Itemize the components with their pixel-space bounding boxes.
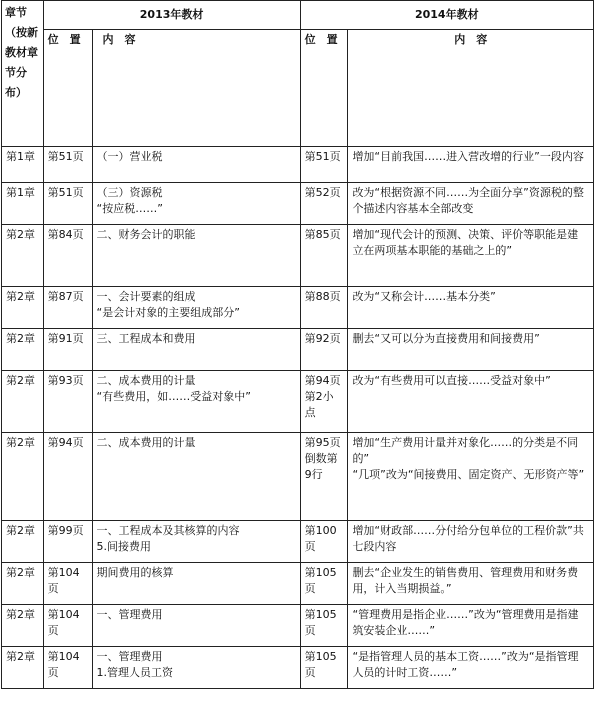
pos-2014-cell: 第105页	[300, 563, 348, 605]
content-2014-cell: 增加“财政部……分付给分包单位的工程价款”共七段内容	[348, 521, 594, 563]
content-2013-cell: 一、管理费用	[92, 605, 300, 647]
pos-2014-cell: 第88页	[300, 287, 348, 329]
year-2014-label: 2014年教材	[414, 8, 479, 21]
pos-2013-cell: 第51页	[43, 183, 92, 225]
pos-2014-cell: 第105页	[300, 605, 348, 647]
content-2013-cell: 一、工程成本及其核算的内容 5.间接费用	[92, 521, 300, 563]
pos-2014-cell: 第105页	[300, 647, 348, 689]
pos-2013-header: 位 置	[43, 30, 92, 147]
table-row	[2, 371, 594, 433]
pos-2014-cell: 第85页	[300, 225, 348, 287]
content-2013-header: 内 容	[92, 30, 300, 147]
content-2013-cell: （一）营业税	[92, 147, 300, 183]
pos-2013-cell: 第84页	[43, 225, 92, 287]
table-row	[2, 605, 594, 647]
chapter-cell: 第2章	[2, 329, 44, 371]
header-row-years	[2, 1, 594, 30]
header-row-columns	[2, 30, 594, 147]
chapter-cell: 第1章	[2, 147, 44, 183]
table-row	[2, 147, 594, 183]
chapter-cell: 第1章	[2, 183, 44, 225]
content-2013-cell: （三）资源税 “按应税……”	[92, 183, 300, 225]
content-2013-cell: 二、成本费用的计量	[92, 433, 300, 521]
content-2014-cell: “是指管理人员的基本工资……”改为“是指管理人员的计时工资……”	[348, 647, 594, 689]
table-row	[2, 225, 594, 287]
pos-2013-cell: 第104页	[43, 605, 92, 647]
content-2014-cell: 增加“现代会计的预测、决策、评价等职能是建立在两项基本职能的基础之上的”	[348, 225, 594, 287]
pos-2014-cell: 第95页倒数第9行	[300, 433, 348, 521]
pos-2013-cell: 第104页	[43, 647, 92, 689]
content-2014-cell: 删去“企业发生的销售费用、管理费用和财务费用，计入当期损益。”	[348, 563, 594, 605]
pos-2013-cell: 第93页	[43, 371, 92, 433]
table-row	[2, 433, 594, 521]
pos-2014-cell: 第52页	[300, 183, 348, 225]
pos-2013-cell: 第104页	[43, 563, 92, 605]
table-body	[2, 147, 594, 689]
year-2014-header	[300, 1, 593, 30]
pos-2013-cell: 第94页	[43, 433, 92, 521]
year-2013-label: 2013年教材	[139, 8, 204, 21]
table-row	[2, 183, 594, 225]
comparison-table	[1, 0, 594, 689]
pos-2013-cell: 第51页	[43, 147, 92, 183]
pos-2014-cell: 第100页	[300, 521, 348, 563]
pos-2013-cell: 第91页	[43, 329, 92, 371]
pos-2013-cell: 第87页	[43, 287, 92, 329]
pos-2014-cell: 第92页	[300, 329, 348, 371]
content-2014-cell: 改为“根据资源不同……为全面分享”资源税的整个描述内容基本全部改变	[348, 183, 594, 225]
content-2014-header: 内 容	[348, 30, 594, 147]
section-header	[2, 1, 44, 147]
pos-2013-cell: 第99页	[43, 521, 92, 563]
content-2013-cell: 二、成本费用的计量 “有些费用，如……受益对象中”	[92, 371, 300, 433]
chapter-cell: 第2章	[2, 287, 44, 329]
chapter-cell: 第2章	[2, 433, 44, 521]
content-2014-cell: 增加“目前我国……进入营改增的行业”一段内容	[348, 147, 594, 183]
table-row	[2, 329, 594, 371]
year-2013-header	[43, 1, 300, 30]
pos-2014-cell: 第94页第2小点	[300, 371, 348, 433]
content-2013-cell: 二、财务会计的职能	[92, 225, 300, 287]
chapter-cell: 第2章	[2, 521, 44, 563]
content-2014-cell: 删去“又可以分为直接费用和间接费用”	[348, 329, 594, 371]
chapter-cell: 第2章	[2, 371, 44, 433]
pos-2014-header: 位 置	[300, 30, 348, 147]
content-2014-cell: 改为“有些费用可以直接……受益对象中”	[348, 371, 594, 433]
chapter-cell: 第2章	[2, 647, 44, 689]
chapter-cell: 第2章	[2, 225, 44, 287]
content-2014-cell: 增加“生产费用计量并对象化……的分类是不同的” “几项”改为“间接费用、固定资产、无形资产等”	[348, 433, 594, 521]
content-2014-cell: “管理费用是指企业……”改为“管理费用是指建筑安装企业……”	[348, 605, 594, 647]
chapter-cell: 第2章	[2, 605, 44, 647]
table-row	[2, 287, 594, 329]
table-row	[2, 647, 594, 689]
content-2013-cell: 期间费用的核算	[92, 563, 300, 605]
content-2013-cell: 一、会计要素的组成 “是会计对象的主要组成部分”	[92, 287, 300, 329]
table-row	[2, 563, 594, 605]
content-2013-cell: 一、管理费用 1.管理人员工资	[92, 647, 300, 689]
content-2014-cell: 改为“又称会计……基本分类”	[348, 287, 594, 329]
section-header-label: 章节（按新教材章节分布）	[5, 6, 38, 99]
table-row	[2, 521, 594, 563]
chapter-cell: 第2章	[2, 563, 44, 605]
pos-2014-cell: 第51页	[300, 147, 348, 183]
content-2013-cell: 三、工程成本和费用	[92, 329, 300, 371]
